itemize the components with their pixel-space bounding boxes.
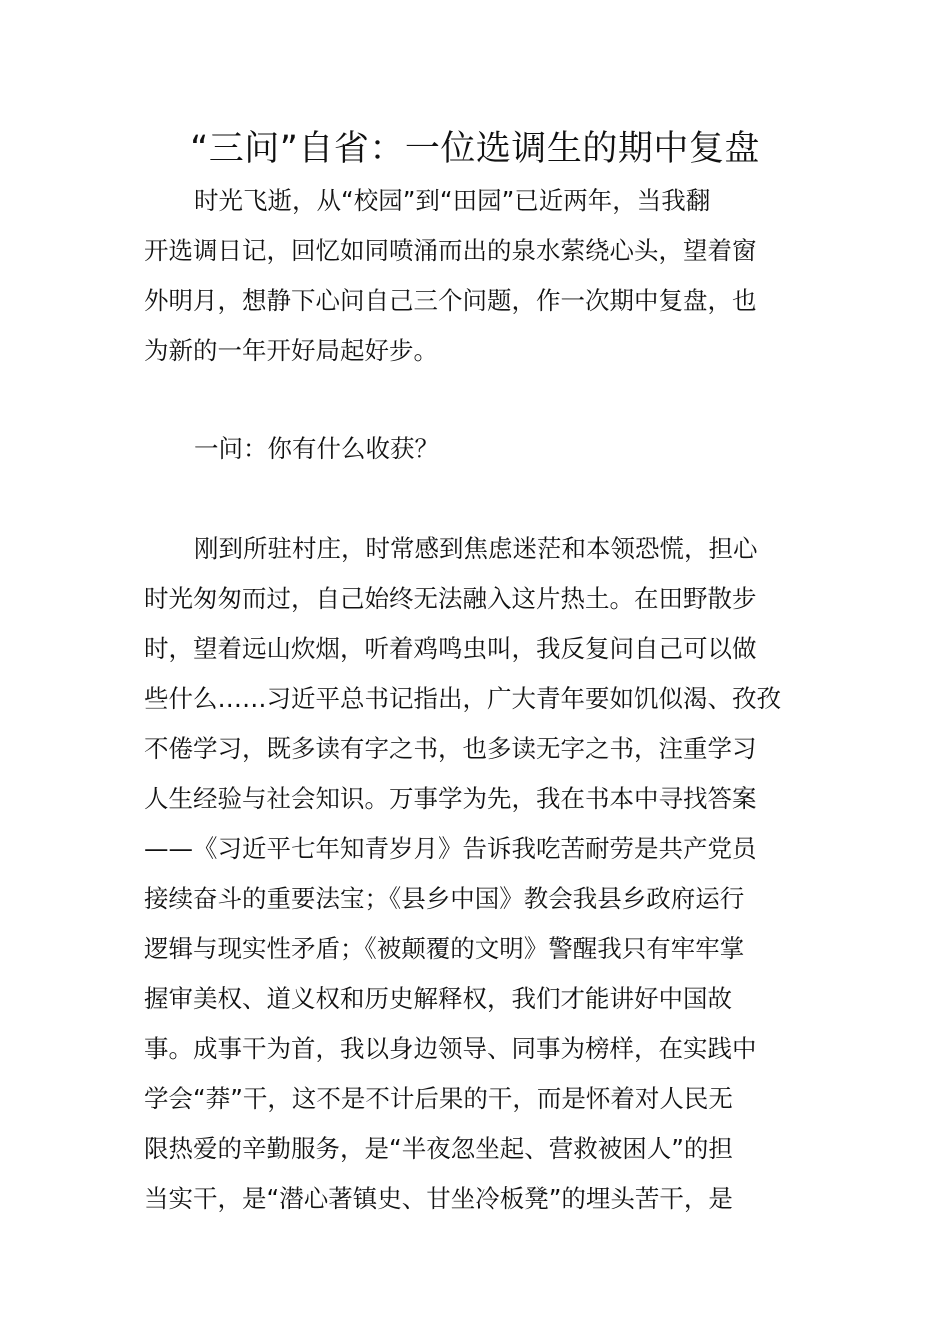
section-heading-question-one xyxy=(144,424,806,474)
paragraph-line: 时光飞逝，从“校园”到“田园”已近两年，当我翻 xyxy=(194,186,711,215)
paragraph-line: 当实干，是“潜心著镇史、甘坐冷板凳”的埋头苦干，是 xyxy=(144,1184,733,1213)
paragraph-line: 握审美权、道义权和历史解释权，我们才能讲好中国故 xyxy=(144,984,732,1013)
section-heading-text: 一问：你有什么收获？ xyxy=(194,434,439,463)
paragraph-line: 学会“莽”干，这不是不计后果的干，而是怀着对人民无 xyxy=(144,1084,733,1113)
paragraph-line: 人生经验与社会知识。万事学为先，我在书本中寻找答案 xyxy=(144,784,757,813)
paragraph-line: 为新的一年开好局起好步。 xyxy=(144,336,438,365)
paragraph-line: 开选调日记，回忆如同喷涌而出的泉水萦绕心头，望着窗 xyxy=(144,236,757,265)
paragraph-line: 事。成事干为首，我以身边领导、同事为榜样，在实践中 xyxy=(144,1034,757,1063)
paragraph-line: 外明月，想静下心问自己三个问题，作一次期中复盘，也 xyxy=(144,286,757,315)
paragraph-line: 些什么……习近平总书记指出，广大青年要如饥似渴、孜孜 xyxy=(144,684,781,713)
body-paragraph xyxy=(144,524,806,1224)
paragraph-line: 限热爱的辛勤服务，是“半夜忽坐起、营救被困人”的担 xyxy=(144,1134,733,1163)
intro-paragraph xyxy=(144,176,806,376)
paragraph-line: 不倦学习，既多读有字之书，也多读无字之书，注重学习 xyxy=(144,734,757,763)
paragraph-line: 刚到所驻村庄，时常感到焦虑迷茫和本领恐慌，担心 xyxy=(194,534,758,563)
paragraph-line: 逻辑与现实性矛盾；《被颠覆的文明》警醒我只有牢牢掌 xyxy=(144,934,745,963)
paragraph-line: 时，望着远山炊烟，听着鸡鸣虫叫，我反复问自己可以做 xyxy=(144,634,757,663)
paragraph-line: 接续奋斗的重要法宝；《县乡中国》教会我县乡政府运行 xyxy=(144,884,745,913)
paragraph-line: ——《习近平七年知青岁月》告诉我吃苦耐劳是共产党员 xyxy=(144,834,757,863)
document-title: “三问”自省：一位选调生的期中复盘 xyxy=(190,129,760,169)
paragraph-line: 时光匆匆而过，自己始终无法融入这片热土。在田野散步 xyxy=(144,584,757,613)
